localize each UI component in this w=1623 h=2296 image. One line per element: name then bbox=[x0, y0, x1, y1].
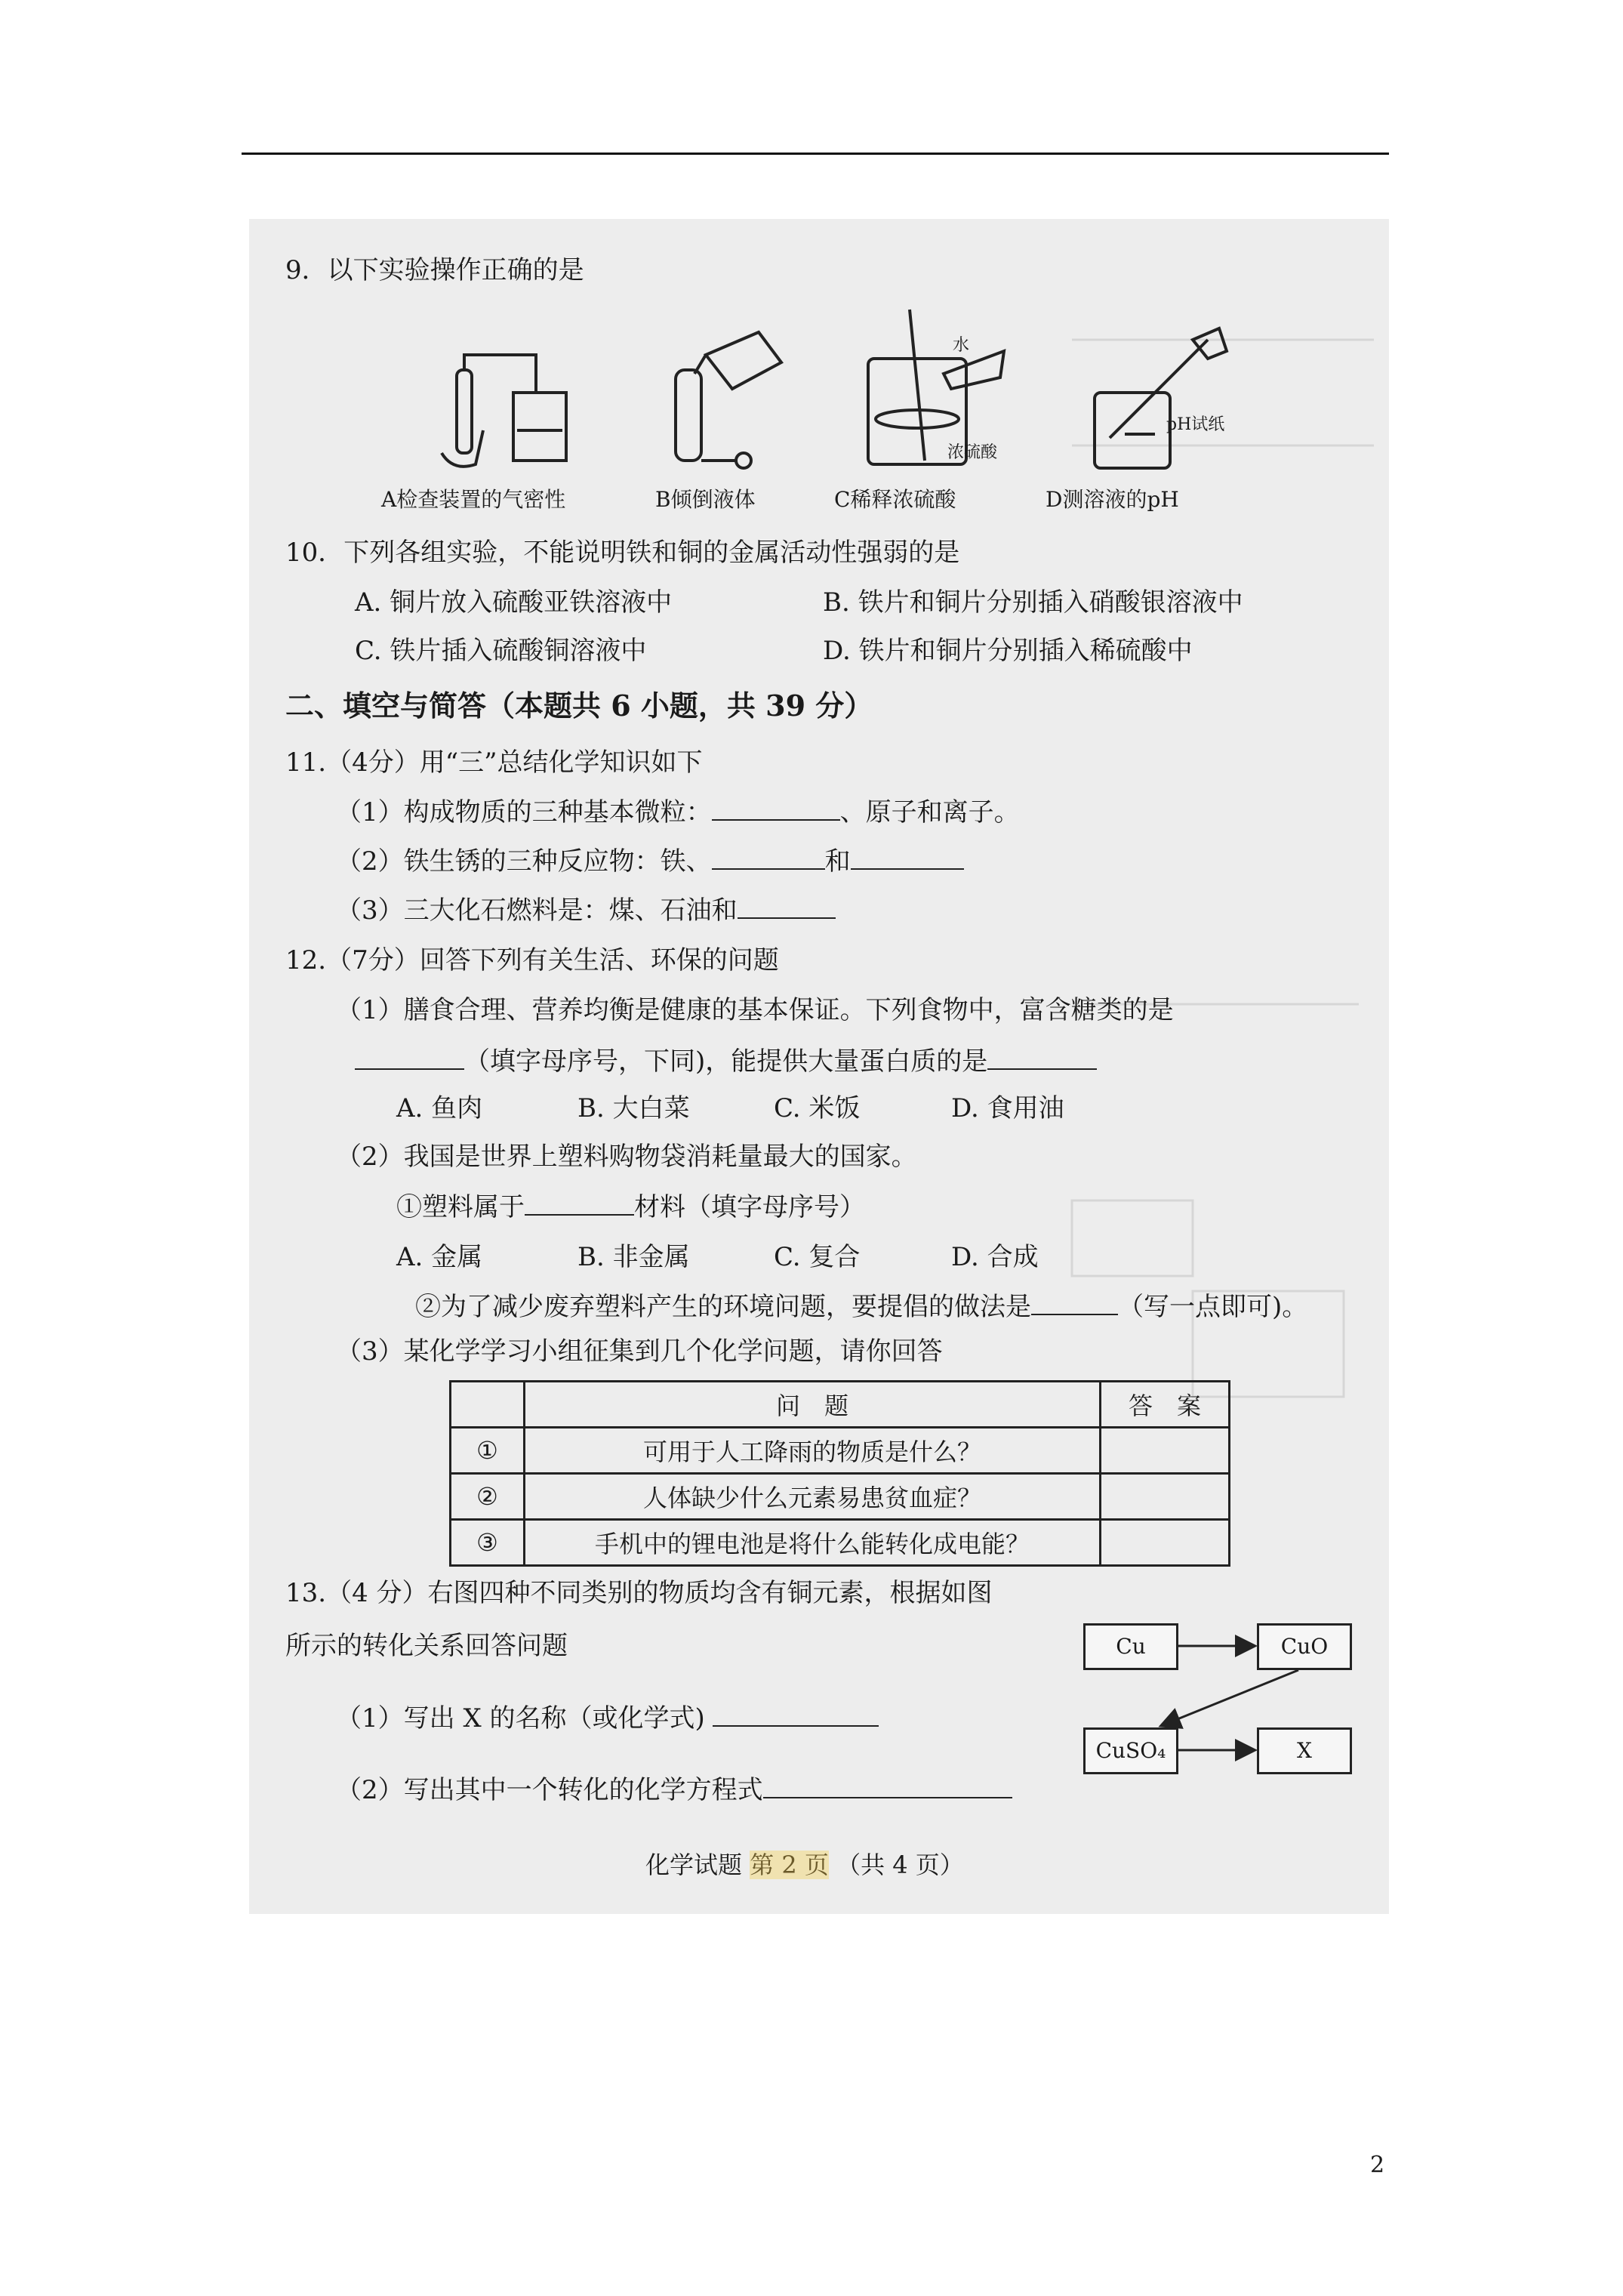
table-row bbox=[451, 1520, 1230, 1566]
q11-blank-4[interactable] bbox=[738, 895, 836, 919]
q9-stem: 9．以下实验操作正确的是 bbox=[285, 255, 584, 285]
q13-stem-line1: 13.（4 分）右图四种不同类别的物质均含有铜元素，根据如图 bbox=[285, 1578, 993, 1608]
q12-blank-material[interactable] bbox=[525, 1191, 634, 1216]
q12-blank-practice[interactable] bbox=[1031, 1291, 1118, 1315]
q12-stem: 12.（7分）回答下列有关生活、环保的问题 bbox=[285, 945, 779, 975]
q10-option-a: A. 铜片放入硫酸亚铁溶液中 bbox=[355, 587, 673, 618]
table-row bbox=[451, 1474, 1230, 1520]
q10-option-c: C. 铁片插入硫酸铜溶液中 bbox=[355, 636, 647, 666]
row-question: 人体缺少什么元素易患贫血症？ bbox=[525, 1474, 1101, 1520]
q11-blank-1[interactable] bbox=[712, 797, 840, 821]
q13-part2: （2）写出其中一个转化的化学方程式 bbox=[336, 1774, 1012, 1806]
row-question: 手机中的锂电池是将什么能转化成电能？ bbox=[525, 1520, 1101, 1566]
q11-blank-3[interactable] bbox=[851, 846, 964, 870]
q13-part1: （1）写出 X 的名称（或化学式) bbox=[336, 1703, 879, 1734]
q12-material-option-d: D. 合成 bbox=[951, 1242, 1039, 1272]
q12-part2: （2）我国是世界上塑料购物袋消耗量最大的国家。 bbox=[336, 1142, 917, 1172]
q11-part2: （2）铁生锈的三种反应物：铁、 和 bbox=[336, 846, 964, 877]
q12-food-option-c: C. 米饭 bbox=[774, 1093, 861, 1123]
q12-part1: （1）膳食合理、营养均衡是健康的基本保证。下列食物中，富含糖类的是 bbox=[336, 995, 1174, 1025]
q12-part1-cont: （填字母序号，下同)，能提供大量蛋白质的是 bbox=[355, 1046, 1097, 1077]
q12-blank-carbs[interactable] bbox=[355, 1046, 464, 1070]
footer-subject: 化学试题 bbox=[645, 1851, 743, 1879]
table-header-question: 问 题 bbox=[525, 1382, 1101, 1428]
diagram-node-cuo: CuO bbox=[1257, 1623, 1352, 1670]
q11-part3: （3）三大化石燃料是：煤、石油和 bbox=[336, 895, 836, 926]
diagram-node-cu: Cu bbox=[1083, 1623, 1178, 1670]
table-header-answer: 答 案 bbox=[1101, 1382, 1230, 1428]
q12-food-option-d: D. 食用油 bbox=[951, 1093, 1064, 1123]
q9-option-b: B倾倒液体 bbox=[655, 487, 756, 512]
q12-question-table bbox=[449, 1380, 1230, 1567]
q12-food-option-a: A. 鱼肉 bbox=[396, 1093, 483, 1123]
footer-total-pages: （共 4 页） bbox=[836, 1851, 964, 1879]
row-number: ① bbox=[451, 1428, 525, 1474]
q9-option-d: D测溶液的pH bbox=[1046, 487, 1179, 512]
q13-stem-line2: 所示的转化关系回答问题 bbox=[285, 1631, 568, 1661]
q12-part3: （3）某化学学习小组征集到几个化学问题，请你回答 bbox=[336, 1336, 943, 1367]
page-number: 2 bbox=[1370, 2152, 1385, 2178]
header-rule bbox=[242, 153, 1389, 155]
q12-part2-2: ②为了减少废弃塑料产生的环境问题，要提倡的做法是 （写一点即可)。 bbox=[415, 1292, 1308, 1322]
row-answer-cell[interactable] bbox=[1101, 1428, 1230, 1474]
row-question: 可用于人工降雨的物质是什么？ bbox=[525, 1428, 1101, 1474]
q11-stem: 11.（4分）用“三”总结化学知识如下 bbox=[285, 747, 703, 778]
label-concentrated-acid: 浓硫酸 bbox=[947, 443, 998, 462]
diagram-arrows bbox=[1079, 1616, 1359, 1789]
q12-blank-protein[interactable] bbox=[987, 1046, 1097, 1070]
q10-option-d: D. 铁片和铜片分别插入稀硫酸中 bbox=[823, 636, 1193, 666]
apparatus-b-illustration bbox=[661, 317, 796, 476]
q12-material-option-c: C. 复合 bbox=[774, 1242, 861, 1272]
label-ph-paper: pH试纸 bbox=[1166, 415, 1225, 434]
q12-material-option-b: B. 非金属 bbox=[577, 1242, 690, 1272]
q13-blank-equation[interactable] bbox=[763, 1774, 1012, 1798]
row-number: ② bbox=[451, 1474, 525, 1520]
q12-material-option-a: A. 金属 bbox=[396, 1242, 483, 1272]
q9-option-a: A检查装置的气密性 bbox=[381, 487, 566, 512]
row-answer-cell[interactable] bbox=[1101, 1474, 1230, 1520]
q10-option-b: B. 铁片和铜片分别插入硝酸银溶液中 bbox=[823, 587, 1243, 618]
q11-part1: （1）构成物质的三种基本微粒： 、原子和离子。 bbox=[336, 797, 1020, 827]
table-row bbox=[451, 1428, 1230, 1474]
diagram-node-x: X bbox=[1257, 1727, 1352, 1774]
row-number: ③ bbox=[451, 1520, 525, 1566]
page-footer bbox=[645, 1846, 964, 1881]
diagram-node-cuso4: CuSO₄ bbox=[1083, 1727, 1178, 1774]
q12-part2-1: ①塑料属于 材料（填字母序号） bbox=[396, 1192, 865, 1222]
table-header-number bbox=[451, 1382, 525, 1428]
q13-blank-x[interactable] bbox=[713, 1703, 879, 1727]
footer-page-info: 第 2 页 bbox=[750, 1851, 829, 1879]
apparatus-d-illustration bbox=[1079, 325, 1246, 483]
section-2-title: 二、填空与简答（本题共 6 小题，共 39 分） bbox=[285, 689, 873, 723]
q9-option-c: C稀释浓硫酸 bbox=[834, 487, 956, 512]
q11-blank-2[interactable] bbox=[712, 846, 825, 870]
q10-stem: 10．下列各组实验，不能说明铁和铜的金属活动性强弱的是 bbox=[285, 538, 960, 568]
q12-food-option-b: B. 大白菜 bbox=[577, 1093, 690, 1123]
row-answer-cell[interactable] bbox=[1101, 1520, 1230, 1566]
label-water: 水 bbox=[953, 336, 970, 355]
apparatus-a-illustration bbox=[423, 340, 589, 476]
